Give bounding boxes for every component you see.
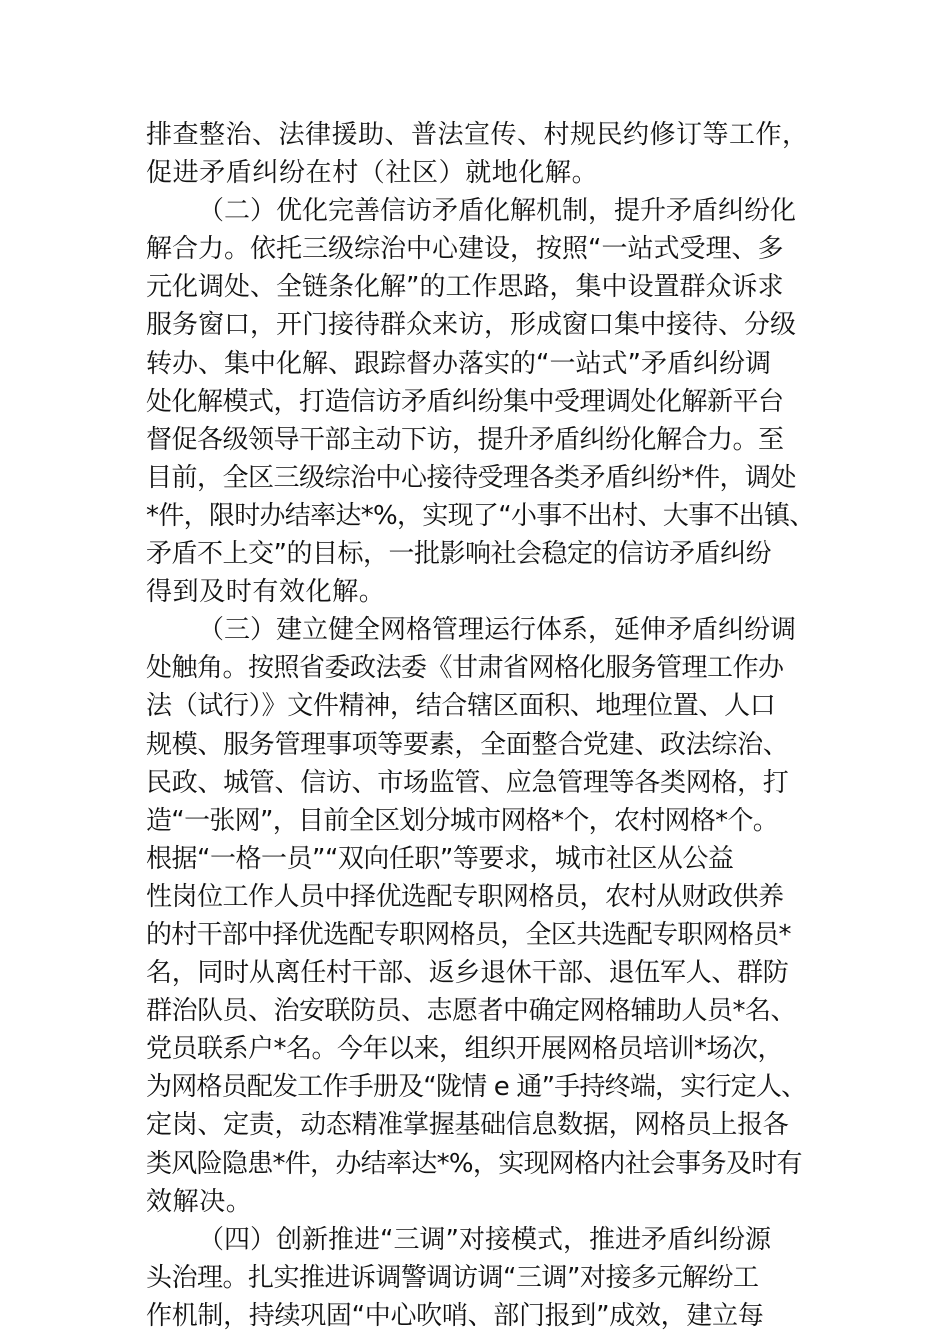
text-line: （四）创新推进“三调”对接模式，推进矛盾纠纷源	[198, 1224, 771, 1255]
text-line: 元化调处、全链条化解”的工作思路，集中设置群众诉求	[146, 272, 784, 303]
text-line: 类风险隐患*件，办结率达*%，实现网格内社会事务及时有	[146, 1148, 802, 1179]
text-line: 群治队员、治安联防员、志愿者中确定网格辅助人员*名、	[146, 996, 797, 1027]
text-line: 得到及时有效化解。	[146, 577, 386, 608]
text-line: 矛盾不上交”的目标，一批影响社会稳定的信访矛盾纠纷	[146, 539, 771, 570]
text-line: 解合力。依托三级综治中心建设，按照“一站式受理、多	[146, 234, 784, 265]
text-line: 定岗、定责，动态精准掌握基础信息数据，网格员上报各	[146, 1110, 789, 1141]
text-line: 民政、城管、信访、市场监管、应急管理等各类网格，打	[146, 767, 789, 798]
text-line: 转办、集中化解、跟踪督办落实的“一站式”矛盾纠纷调	[146, 348, 771, 379]
document-body	[146, 116, 826, 1335]
text-line: *件，限时办结率达*%，实现了“小事不出村、大事不出镇、	[146, 500, 815, 531]
text-line: 法（试行）》文件精神，结合辖区面积、地理位置、人口	[146, 691, 776, 722]
text-line: 促进矛盾纠纷在村（社区）就地化解。	[146, 158, 599, 189]
text-line: 处触角。按照省委政法委《甘肃省网格化服务管理工作办	[146, 653, 784, 684]
text-line: 名，同时从离任村干部、返乡退休干部、退伍军人、群防	[146, 958, 789, 989]
text-line: （二）优化完善信访矛盾化解机制，提升矛盾纠纷化	[198, 196, 797, 227]
text-line: 性岗位工作人员中择优选配专职网格员，农村从财政供养	[146, 881, 784, 912]
text-line: 目前，全区三级综治中心接待受理各类矛盾纠纷*件，调处	[146, 462, 797, 493]
text-line: 规模、服务管理事项等要素，全面整合党建、政法综治、	[146, 729, 789, 760]
text-line: 服务窗口，开门接待群众来访，形成窗口集中接待、分级	[146, 310, 797, 341]
text-line: 的村干部中择优选配专职网格员，全区共选配专职网格员*	[146, 919, 791, 950]
text-line: 处化解模式，打造信访矛盾纠纷集中受理调处化解新平台	[146, 386, 784, 417]
text-line: 为网格员配发工作手册及“陇情 e 通”手持终端，实行定人、	[146, 1072, 807, 1103]
text-line: 造“一张网”，目前全区划分城市网格*个，农村网格*个。	[146, 805, 779, 836]
text-line: 效解决。	[146, 1186, 253, 1217]
text-line: 作机制，持续巩固“中心吹哨、部门报到”成效，建立每	[146, 1300, 764, 1331]
text-line: 排查整治、法律援助、普法宣传、村规民约修订等工作，	[146, 120, 809, 150]
text-line: 督促各级领导干部主动下访，提升矛盾纠纷化解合力。至	[146, 424, 784, 455]
text-line: 党员联系户*名。今年以来，组织开展网格员培训*场次，	[146, 1034, 784, 1065]
text-line: 头治理。扎实推进诉调警调访调“三调”对接多元解纷工	[146, 1262, 759, 1293]
text-line: （三）建立健全网格管理运行体系，延伸矛盾纠纷调	[198, 615, 797, 646]
text-line: 根据“一格一员”“双向任职”等要求，城市社区从公益	[146, 843, 734, 874]
